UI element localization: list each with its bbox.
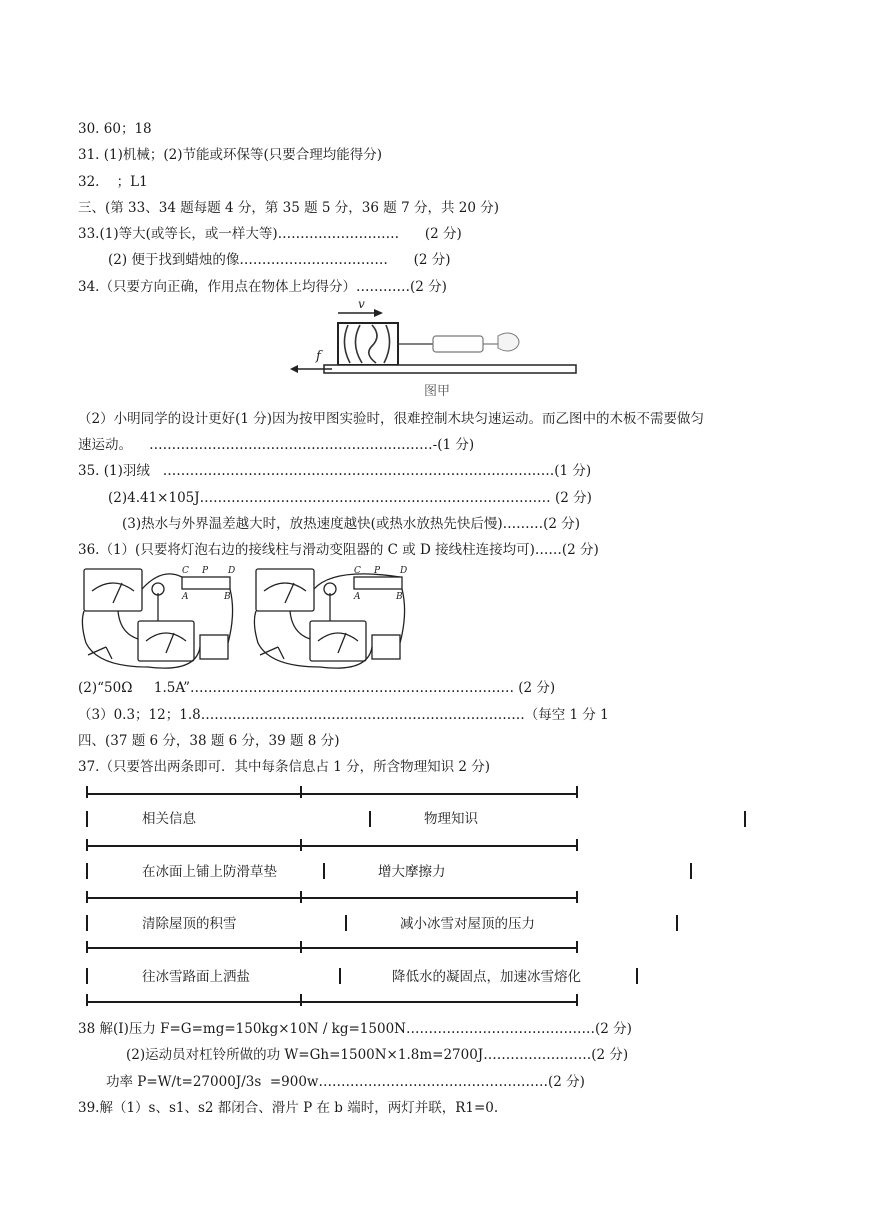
velocity-arrowhead <box>374 309 383 317</box>
battery <box>372 635 400 659</box>
slider-p: P <box>374 566 381 576</box>
answer-31: 31. (1)机械；(2)节能或环保等(只要合理均能得分) <box>78 147 383 163</box>
table-divider <box>300 941 302 953</box>
wires <box>82 574 232 668</box>
terminal-b: B <box>396 592 403 602</box>
table-divider <box>576 786 578 798</box>
battery <box>200 635 228 659</box>
answer-33-2: (2) 便于找到蜡烛的像…………………………… (2 分) <box>108 252 451 268</box>
answer-35-2: (2)4.41×105J…………………………………………………………………… (2 分) <box>108 490 592 506</box>
answer-34: 34.（只要方向正确，作用点在物体上均得分）…………(2 分) <box>78 279 447 295</box>
friction-label: f <box>316 349 321 364</box>
row-bar <box>345 915 347 931</box>
section-3-heading: 三、(第 33、34 题每题 4 分，第 35 题 5 分，36 题 7 分，共 20 分) <box>78 200 499 216</box>
ammeter-needle <box>338 633 346 653</box>
terminal-d: D <box>400 566 408 576</box>
table-rule <box>86 897 578 899</box>
row-bar <box>636 968 638 984</box>
table-cell-info: 在冰面上铺上防滑草垫 <box>142 864 277 880</box>
table-cell-physics: 增大摩擦力 <box>378 864 446 880</box>
row-bar <box>86 915 88 931</box>
answer-35-1: 35. (1)羽绒 ……………………………………………………………………………(1 分) <box>78 463 592 479</box>
voltmeter-needle <box>113 583 122 603</box>
ammeter-needle <box>166 633 174 653</box>
figure-block-friction <box>288 296 588 401</box>
answer-38-2: (2)运动员对杠铃所做的功 W=Gh=1500N×1.8m=2700J……………………(2 分) <box>126 1047 629 1063</box>
terminal-d: D <box>228 566 236 576</box>
table-cell-info: 清除屋顶的积雪 <box>142 916 237 932</box>
row-bar <box>676 915 678 931</box>
terminal-a: A <box>354 592 361 602</box>
row-bar <box>744 811 746 827</box>
slider-p: P <box>202 566 209 576</box>
ammeter-scale <box>318 633 358 641</box>
terminal-c: C <box>182 566 189 576</box>
velocity-label: v <box>358 297 365 311</box>
table-header-physics: 物理知识 <box>424 811 478 827</box>
voltmeter-needle <box>285 583 294 603</box>
board <box>324 365 576 373</box>
table-cell-physics: 降低水的凝固点，加速冰雪熔化 <box>392 969 581 985</box>
friction-arrowhead <box>290 365 298 373</box>
answer-36-3: （3）0.3；12；1.8………………………………………………………………（每空 1 分 1 <box>78 707 609 723</box>
row-bar <box>369 811 371 827</box>
row-bar <box>86 968 88 984</box>
table-divider <box>86 891 88 903</box>
voltmeter-scale <box>92 583 134 591</box>
table-divider <box>576 941 578 953</box>
terminal-c: C <box>354 566 361 576</box>
table-header-info: 相关信息 <box>142 811 196 827</box>
table-divider <box>576 994 578 1006</box>
table-divider <box>86 994 88 1006</box>
table-rule <box>86 845 578 847</box>
answer-38-3: 功率 P=W/t=27000J/3s =900w……………………………………………(2 分) <box>106 1074 585 1090</box>
rheostat <box>182 577 230 589</box>
wires <box>254 574 404 668</box>
circuit-diagram-2 <box>250 563 410 675</box>
answer-34-2-line1: （2）小明同学的设计更好(1 分)因为按甲图实验时，很难控制木块匀速运动。而乙图中的木板不需要做匀 <box>78 411 705 427</box>
answer-35-3: (3)热水与外界温差越大时，放热速度越快(或热水放热先快后慢)………(2 分) <box>122 516 581 532</box>
table-divider <box>300 786 302 798</box>
row-bar <box>86 863 88 879</box>
table-divider <box>86 839 88 851</box>
table-cell-info: 往冰雪路面上洒盐 <box>142 969 250 985</box>
circuit-diagram-1 <box>78 563 238 675</box>
table-divider <box>300 839 302 851</box>
hand-icon <box>498 333 519 351</box>
row-bar <box>323 863 325 879</box>
answer-32: 32. ；L1 <box>78 174 148 190</box>
row-bar <box>86 811 88 827</box>
table-divider <box>300 891 302 903</box>
terminal-b: B <box>224 592 231 602</box>
figure-caption: 图甲 <box>424 384 451 399</box>
answer-37: 37.（只要答出两条即可．其中每条信息占 1 分，所含物理知识 2 分) <box>78 759 491 775</box>
table-cell-physics: 减小冰雪对屋顶的压力 <box>400 916 535 932</box>
answer-30: 30. 60；18 <box>78 121 152 137</box>
voltmeter-scale <box>264 583 306 591</box>
row-bar <box>339 968 341 984</box>
table-divider <box>576 891 578 903</box>
table-divider <box>86 941 88 953</box>
ammeter-scale <box>146 633 186 641</box>
table-rule <box>86 947 578 949</box>
section-4-heading: 四、(37 题 6 分，38 题 6 分，39 题 8 分) <box>78 733 340 749</box>
terminal-a: A <box>182 592 189 602</box>
answer-34-2-line2: 速运动。 ………………………………………………………-(1 分) <box>78 437 475 453</box>
answer-39: 39.解（1）s、s1、s2 都闭合、滑片 P 在 b 端时，两灯并联，R1=0. <box>78 1100 499 1116</box>
answer-36-1: 36.（1）(只要将灯泡右边的接线柱与滑动变阻器的 C 或 D 接线柱连接均可)……(2 分) <box>78 542 599 558</box>
rheostat <box>354 577 402 589</box>
answer-33-1: 33.(1)等大(或等长，或一样大等)……………………… (2 分) <box>78 226 462 242</box>
table-divider <box>576 839 578 851</box>
table-divider <box>86 786 88 798</box>
table-divider <box>300 994 302 1006</box>
table-rule <box>86 793 578 795</box>
answer-36-2: (2)“50Ω 1.5A”……………………………………………………………… (2 分) <box>78 680 556 696</box>
spring-scale <box>433 336 483 352</box>
row-bar <box>690 863 692 879</box>
answer-38-1: 38 解(I)压力 F=G=mg=150kg×10N / kg=1500N……………………………………(2 分) <box>78 1021 632 1037</box>
table-rule <box>86 1001 578 1003</box>
